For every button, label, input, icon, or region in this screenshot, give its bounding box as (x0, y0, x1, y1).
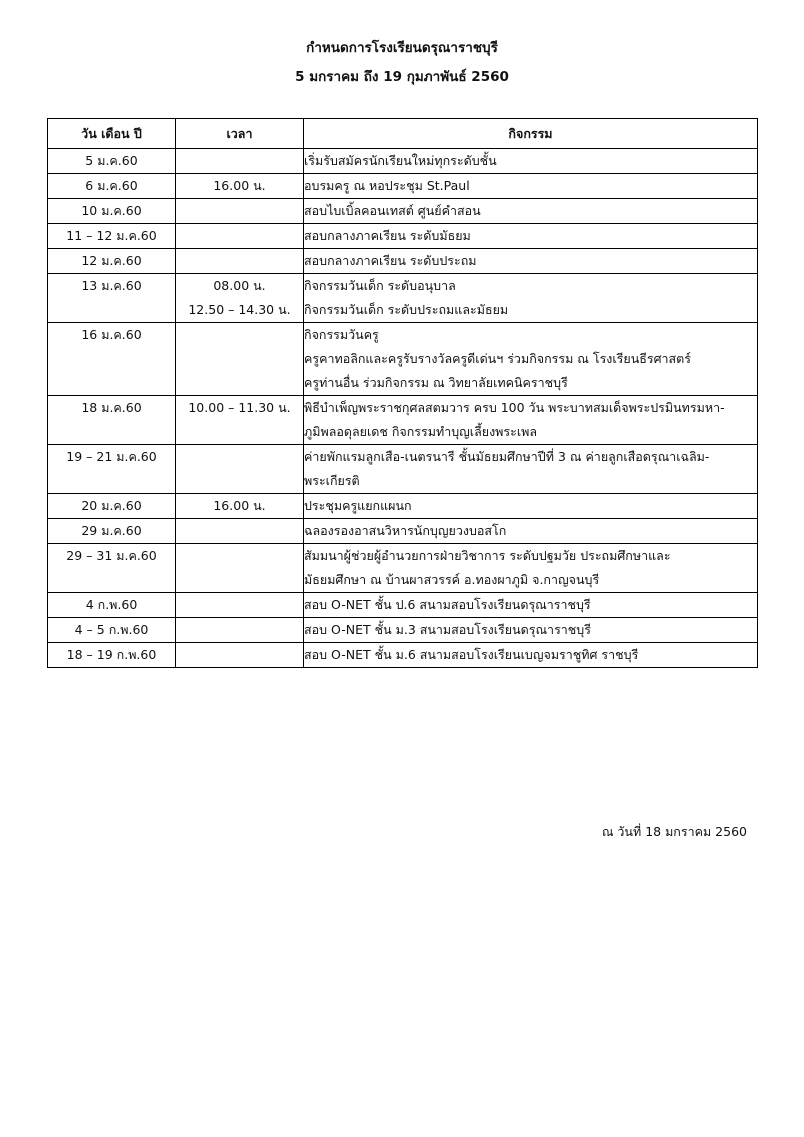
activity-text: มัธยมศึกษา ณ บ้านผาสวรรค์ อ.ทองผาภูมิ จ.กาญจนบุรี (304, 572, 600, 587)
date-text: 13 ม.ค.60 (81, 278, 142, 293)
activity-text: สอบกลางภาคเรียน ระดับประถม (304, 253, 477, 268)
table-row (48, 199, 758, 224)
time-cell (176, 494, 304, 519)
table-row (48, 396, 758, 445)
activity-cell (304, 519, 758, 544)
table-row (48, 593, 758, 618)
title-block (0, 34, 804, 92)
date-cell (48, 396, 176, 445)
header-row (48, 119, 758, 149)
time-text: 12.50 – 14.30 น. (188, 302, 291, 317)
activity-cell (304, 274, 758, 323)
activity-text: ครูคาทอลิกและครูรับรางวัลครูดีเด่นฯ ร่วมกิจกรรม ณ โรงเรียนธีรศาสตร์ (304, 351, 692, 366)
table-row (48, 174, 758, 199)
date-text: 11 – 12 ม.ค.60 (66, 228, 157, 243)
activity-text: สอบไบเบิ้ลคอนเทสต์ ศูนย์คำสอน (304, 203, 481, 218)
activity-cell (304, 396, 758, 445)
date-text: 18 ม.ค.60 (81, 400, 142, 415)
date-text: 4 – 5 ก.พ.60 (74, 622, 149, 637)
activity-text: กิจกรรมวันเด็ก ระดับอนุบาล (304, 278, 456, 293)
column-header-activity: กิจกรรม (304, 119, 758, 149)
activity-text: ค่ายพักแรมลูกเสือ-เนตรนารี ชั้นมัธยมศึกษาปีที่ 3 ณ ค่ายลูกเสือดรุณาเฉลิม- (304, 449, 710, 464)
activity-text: พิธีบำเพ็ญพระราชกุศลสตมวาร ครบ 100 วัน พระบาทสมเด็จพระปรมินทรมหา- (304, 400, 725, 415)
activity-text: เริ่มรับสมัครนักเรียนใหม่ทุกระดับชั้น (304, 153, 497, 168)
date-text: 18 – 19 ก.พ.60 (66, 647, 157, 662)
table-row (48, 519, 758, 544)
activity-text: ครูท่านอื่น ร่วมกิจกรรม ณ วิทยาลัยเทคนิคราชบุรี (304, 375, 568, 390)
activity-text: พระเกียรติ (304, 473, 360, 488)
time-cell (176, 445, 304, 494)
activity-cell (304, 618, 758, 643)
activity-cell (304, 224, 758, 249)
time-cell (176, 618, 304, 643)
activity-cell (304, 643, 758, 668)
date-text: 10 ม.ค.60 (81, 203, 142, 218)
footer-date-note: ณ วันที่ 18 มกราคม 2560 (601, 824, 747, 839)
column-header-time: เวลา (176, 119, 304, 149)
time-cell (176, 643, 304, 668)
table-row (48, 445, 758, 494)
table-row (48, 249, 758, 274)
date-text: 4 ก.พ.60 (85, 597, 138, 612)
time-text: 16.00 น. (213, 178, 266, 193)
table-row (48, 618, 758, 643)
date-cell (48, 643, 176, 668)
date-text: 29 – 31 ม.ค.60 (66, 548, 157, 563)
activity-text: อบรมครู ณ หอประชุม St.Paul (304, 178, 470, 193)
date-text: 19 – 21 ม.ค.60 (66, 449, 157, 464)
date-text: 20 ม.ค.60 (81, 498, 142, 513)
date-cell (48, 274, 176, 323)
time-cell (176, 544, 304, 593)
activity-text: กิจกรรมวันเด็ก ระดับประถมและมัธยม (304, 302, 509, 317)
time-cell (176, 249, 304, 274)
activity-text: ประชุมครูแยกแผนก (304, 498, 412, 513)
time-cell (176, 396, 304, 445)
activity-cell (304, 445, 758, 494)
activity-text: สอบ O-NET ชั้น ม.3 สนามสอบโรงเรียนดรุณาราชบุรี (304, 622, 591, 637)
table-row (48, 224, 758, 249)
activity-cell (304, 249, 758, 274)
activity-text: สอบ O-NET ชั้น ป.6 สนามสอบโรงเรียนดรุณาราชบุรี (304, 597, 591, 612)
date-text: 12 ม.ค.60 (81, 253, 142, 268)
date-cell (48, 174, 176, 199)
activity-cell (304, 174, 758, 199)
activity-text: กิจกรรมวันครู (304, 327, 379, 342)
column-header-date: วัน เดือน ปี (48, 119, 176, 149)
time-cell (176, 323, 304, 396)
activity-cell (304, 323, 758, 396)
time-text: 16.00 น. (213, 498, 266, 513)
table-row (48, 274, 758, 323)
time-text: 08.00 น. (213, 278, 266, 293)
schedule-body (48, 149, 758, 668)
date-cell (48, 494, 176, 519)
time-cell (176, 149, 304, 174)
activity-text: สอบ O-NET ชั้น ม.6 สนามสอบโรงเรียนเบญจมราชูทิศ ราชบุรี (304, 647, 639, 662)
time-cell (176, 174, 304, 199)
time-cell (176, 199, 304, 224)
date-cell (48, 544, 176, 593)
date-cell (48, 519, 176, 544)
date-cell (48, 199, 176, 224)
date-cell (48, 224, 176, 249)
date-cell (48, 445, 176, 494)
date-text: 29 ม.ค.60 (81, 523, 142, 538)
date-cell (48, 323, 176, 396)
activity-cell (304, 494, 758, 519)
activity-cell (304, 199, 758, 224)
time-cell (176, 519, 304, 544)
table-row (48, 149, 758, 174)
date-text: 16 ม.ค.60 (81, 327, 142, 342)
date-cell (48, 618, 176, 643)
date-text: 5 ม.ค.60 (85, 153, 138, 168)
activity-cell (304, 593, 758, 618)
date-cell (48, 149, 176, 174)
activity-text: ภูมิพลอดุลยเดช กิจกรรมทำบุญเลี้ยงพระเพล (304, 424, 538, 439)
time-text: 10.00 – 11.30 น. (188, 400, 291, 415)
activity-text: ฉลองรองอาสนวิหารนักบุญยวงบอสโก (304, 523, 507, 538)
table-row (48, 544, 758, 593)
table-row (48, 323, 758, 396)
time-cell (176, 224, 304, 249)
table-row (48, 494, 758, 519)
activity-cell (304, 149, 758, 174)
activity-text: สัมมนาผู้ช่วยผู้อำนวยการฝ่ายวิชาการ ระดับปฐมวัย ประถมศึกษาและ (304, 548, 671, 563)
date-text: 6 ม.ค.60 (85, 178, 138, 193)
page-subtitle: 5 มกราคม ถึง 19 กุมภาพันธ์ 2560 (295, 69, 509, 85)
time-cell (176, 274, 304, 323)
date-cell (48, 249, 176, 274)
activity-cell (304, 544, 758, 593)
page-title: กำหนดการโรงเรียนดรุณาราชบุรี (306, 40, 498, 56)
activity-text: สอบกลางภาคเรียน ระดับมัธยม (304, 228, 471, 243)
date-cell (48, 593, 176, 618)
schedule-table (47, 118, 758, 668)
time-cell (176, 593, 304, 618)
table-row (48, 643, 758, 668)
